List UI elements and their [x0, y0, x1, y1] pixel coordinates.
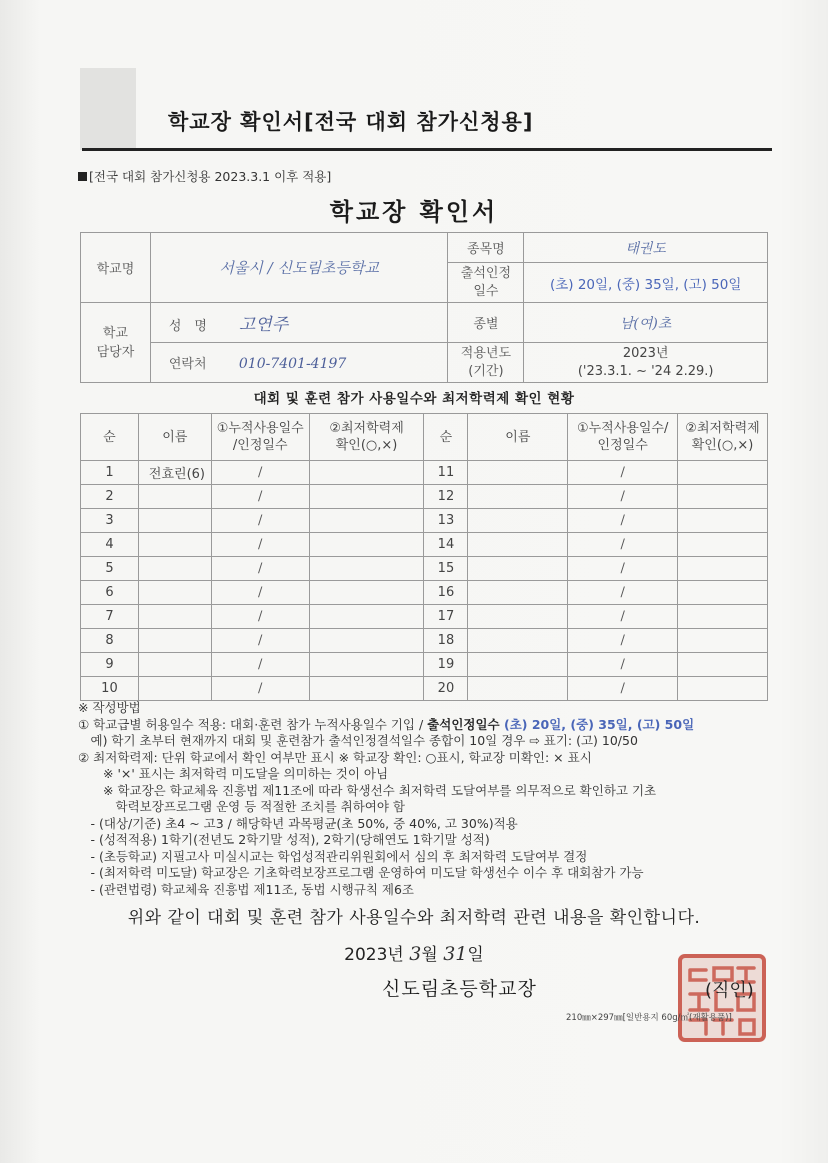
- year-value-line1: 2023년: [622, 345, 669, 361]
- row-name: [138, 605, 211, 629]
- row-name-right: [468, 509, 568, 533]
- header-academic-line2: 확인(○,×): [335, 438, 398, 453]
- note-1-days: (초) 20일, (중) 35일, (고) 50일: [499, 716, 695, 732]
- page-title: 학교장 확인서: [329, 198, 499, 226]
- row-academic-right: [678, 653, 768, 677]
- row-days-right: /: [568, 485, 678, 509]
- note-5: 학력보장프로그램 운영 등 적절한 조치를 취하여야 함: [78, 799, 405, 814]
- row-academic: [309, 533, 424, 557]
- header-grey-block: [80, 68, 136, 150]
- row-no-right: 11: [424, 461, 468, 485]
- row-name: 전효린(6): [138, 461, 211, 485]
- notice-text: [전국 대회 참가신청용 2023.3.1 이후 적용]: [89, 169, 332, 184]
- row-no-right: 17: [424, 605, 468, 629]
- row-no-right: 19: [424, 653, 468, 677]
- row-days: /: [211, 581, 309, 605]
- instructions: [78, 700, 778, 898]
- row-name-right: [468, 629, 568, 653]
- row-academic: [309, 653, 424, 677]
- date-month-unit: 월: [421, 945, 438, 965]
- row-no: 1: [81, 461, 139, 485]
- row-days-right: /: [568, 581, 678, 605]
- row-no: 5: [81, 557, 139, 581]
- table-row: [81, 653, 768, 677]
- row-days-right: /: [568, 629, 678, 653]
- row-days: /: [211, 677, 309, 701]
- table-row: [81, 485, 768, 509]
- contact-label: 연락처: [168, 357, 207, 372]
- header-name-right: 이름: [468, 414, 568, 461]
- name-cell: [150, 303, 448, 343]
- type-label: 종별: [448, 303, 524, 343]
- row-no-right: 13: [424, 509, 468, 533]
- year-value-line2: ('23.3.1. ~ '24 2.29.): [577, 363, 714, 379]
- table-row: [81, 629, 768, 653]
- row-academic-right: [678, 533, 768, 557]
- event-value: 태권도: [524, 233, 768, 263]
- row-name: [138, 533, 211, 557]
- year-label: [448, 343, 524, 383]
- header-days-right-line2: 인정일수: [597, 438, 648, 453]
- row-days-right: /: [568, 653, 678, 677]
- row-academic-right: [678, 557, 768, 581]
- row-academic-right: [678, 509, 768, 533]
- row-name: [138, 485, 211, 509]
- note-9: - (최저학력 미도달) 학교장은 기초학력보장프로그램 운영하여 미도달 학생선수 이수 후 대회참가 가능: [78, 865, 644, 880]
- row-no-right: 14: [424, 533, 468, 557]
- row-no: 7: [81, 605, 139, 629]
- table-row: [81, 533, 768, 557]
- note-6: - (대상/기준) 초4 ~ 고3 / 해당학년 과목평균(초 50%, 중 40%, 고 30%)적용: [78, 815, 518, 831]
- name-label: 성 명: [168, 319, 207, 334]
- row-academic: [309, 581, 424, 605]
- row-academic-right: [678, 677, 768, 701]
- table-row: [81, 677, 768, 701]
- row-academic-right: [678, 605, 768, 629]
- row-academic: [309, 485, 424, 509]
- note-1-bold: 출석인정일수: [427, 716, 500, 732]
- confirmation-statement: 위와 같이 대회 및 훈련 참가 사용일수와 최저학력 관련 내용을 확인합니다.: [127, 908, 701, 928]
- table-row: [81, 557, 768, 581]
- row-academic-right: [678, 629, 768, 653]
- table-row: [81, 605, 768, 629]
- row-name-right: [468, 581, 568, 605]
- header-academic-right-line2: 확인(○,×): [691, 438, 754, 453]
- contact-value: 010-7401-4197: [238, 356, 347, 372]
- row-name: [138, 581, 211, 605]
- date-year: 2023년: [344, 945, 404, 965]
- header-academic-right: [678, 414, 768, 461]
- row-days: /: [211, 461, 309, 485]
- row-academic: [309, 509, 424, 533]
- attendance-label-line1: 출석인정: [460, 265, 511, 281]
- note-7: - (성적적용) 1학기(전년도 2학기말 성적), 2학기(당해연도 1학기말 성적): [78, 832, 490, 847]
- row-no: 4: [81, 533, 139, 557]
- note-4: ※ 학교장은 학교체육 진흥법 제11조에 따라 학생선수 최저학력 도달여부를 의무적으로 확인하고 기초: [78, 782, 657, 798]
- info-table: [80, 232, 768, 383]
- section-title: 대회 및 훈련 참가 사용일수와 최저학력제 확인 현황: [253, 391, 575, 407]
- row-days-right: /: [568, 677, 678, 701]
- participants-table: [80, 413, 768, 701]
- banner-rule: [82, 148, 772, 151]
- header-days-right-line1: ①누적사용일수/: [576, 421, 669, 436]
- row-days: /: [211, 557, 309, 581]
- row-name-right: [468, 485, 568, 509]
- row-no-right: 15: [424, 557, 468, 581]
- year-value: [524, 343, 768, 383]
- date-day-unit: 일: [467, 945, 484, 965]
- note-2: ② 최저학력제: 단위 학교에서 확인 여부만 표시 ※ 학교장 확인: ○표시, 학교장 미확인: × 표시: [78, 749, 592, 765]
- row-academic-right: [678, 461, 768, 485]
- row-days-right: /: [568, 557, 678, 581]
- date-month: 3: [409, 943, 422, 965]
- row-academic: [309, 461, 424, 485]
- header-academic-line1: ②최저학력제: [329, 421, 404, 436]
- row-academic: [309, 677, 424, 701]
- header-no-right: 순: [424, 414, 468, 461]
- header-days-line2: /인정일수: [232, 438, 288, 453]
- row-academic: [309, 557, 424, 581]
- row-no: 9: [81, 653, 139, 677]
- banner-title: 학교장 확인서[전국 대회 참가신청용]: [168, 110, 534, 134]
- year-label-line2: (기간): [468, 363, 504, 379]
- row-academic-right: [678, 581, 768, 605]
- table-row: [81, 509, 768, 533]
- note-3: ※ '×' 표시는 최저학력 미도달을 의미하는 것이 아님: [78, 766, 389, 781]
- row-days: /: [211, 533, 309, 557]
- black-square-icon: [78, 172, 87, 181]
- row-no: 3: [81, 509, 139, 533]
- header-name: 이름: [138, 414, 211, 461]
- row-no-right: 16: [424, 581, 468, 605]
- note-8: - (초등학교) 지필고사 미실시교는 학업성적관리위원회에서 심의 후 최저학력 도달여부 결정: [78, 848, 588, 864]
- row-days: /: [211, 653, 309, 677]
- row-no-right: 18: [424, 629, 468, 653]
- date-day: 31: [443, 943, 468, 965]
- header-academic-right-line1: ②최저학력제: [685, 421, 760, 436]
- row-academic-right: [678, 485, 768, 509]
- row-name-right: [468, 461, 568, 485]
- row-name: [138, 557, 211, 581]
- row-days-right: /: [568, 461, 678, 485]
- row-name: [138, 509, 211, 533]
- header-days-line1: ①누적사용일수: [216, 421, 304, 436]
- row-no: 10: [81, 677, 139, 701]
- row-days: /: [211, 605, 309, 629]
- seal-label: (직인): [705, 980, 754, 1001]
- notes-heading: ※ 작성방법: [78, 700, 141, 715]
- row-name: [138, 629, 211, 653]
- manager-label-line1: 학교: [102, 325, 128, 341]
- event-label: 종목명: [448, 233, 524, 263]
- row-academic: [309, 605, 424, 629]
- header-days-right: [568, 414, 678, 461]
- name-value: 고연주: [238, 315, 289, 335]
- type-value: 남(여)초: [524, 303, 768, 343]
- row-name-right: [468, 557, 568, 581]
- manager-label: [81, 303, 151, 383]
- row-name-right: [468, 605, 568, 629]
- manager-label-line2: 담당자: [96, 344, 135, 360]
- row-name-right: [468, 533, 568, 557]
- contact-cell: [150, 343, 448, 383]
- table-row: [81, 581, 768, 605]
- note-1-text: ① 학교급별 허용일수 적용: 대회·훈련 참가 누적사용일수 기입 /: [78, 716, 428, 732]
- row-no: 2: [81, 485, 139, 509]
- row-days-right: /: [568, 605, 678, 629]
- school-head: 신도림초등학교장: [382, 978, 537, 1000]
- attendance-value: (초) 20일, (중) 35일, (고) 50일: [524, 263, 768, 303]
- header-no: 순: [81, 414, 139, 461]
- row-name-right: [468, 653, 568, 677]
- table-header-row: [81, 414, 768, 461]
- row-days-right: /: [568, 533, 678, 557]
- note-10: - (관련법령) 학교체육 진흥법 제11조, 동법 시행규칙 제6조: [78, 881, 414, 897]
- row-days: /: [211, 509, 309, 533]
- row-name: [138, 677, 211, 701]
- row-days-right: /: [568, 509, 678, 533]
- attendance-label-line2: 일수: [473, 283, 499, 299]
- row-name: [138, 653, 211, 677]
- row-no-right: 12: [424, 485, 468, 509]
- row-days: /: [211, 629, 309, 653]
- note-1: [78, 717, 778, 734]
- year-label-line1: 적용년도: [460, 345, 511, 361]
- row-name-right: [468, 677, 568, 701]
- row-no: 8: [81, 629, 139, 653]
- header-days: [211, 414, 309, 461]
- notice-line: [78, 167, 331, 185]
- attendance-label: [448, 263, 524, 303]
- header-academic: [309, 414, 424, 461]
- school-value: 서울시 / 신도림초등학교: [150, 233, 448, 303]
- row-no-right: 20: [424, 677, 468, 701]
- school-label: 학교명: [81, 233, 151, 303]
- row-no: 6: [81, 581, 139, 605]
- row-academic: [309, 629, 424, 653]
- paper-spec-footer: 210㎜×297㎜[일반용지 60g/㎡(재활용품)]: [566, 1013, 732, 1023]
- table-row: [81, 461, 768, 485]
- row-days: /: [211, 485, 309, 509]
- note-1-example: 예) 학기 초부터 현재까지 대회 및 훈련참가 출석인정결석일수 종합이 10일 경우 ⇨ 표기: (고) 10/50: [78, 733, 638, 748]
